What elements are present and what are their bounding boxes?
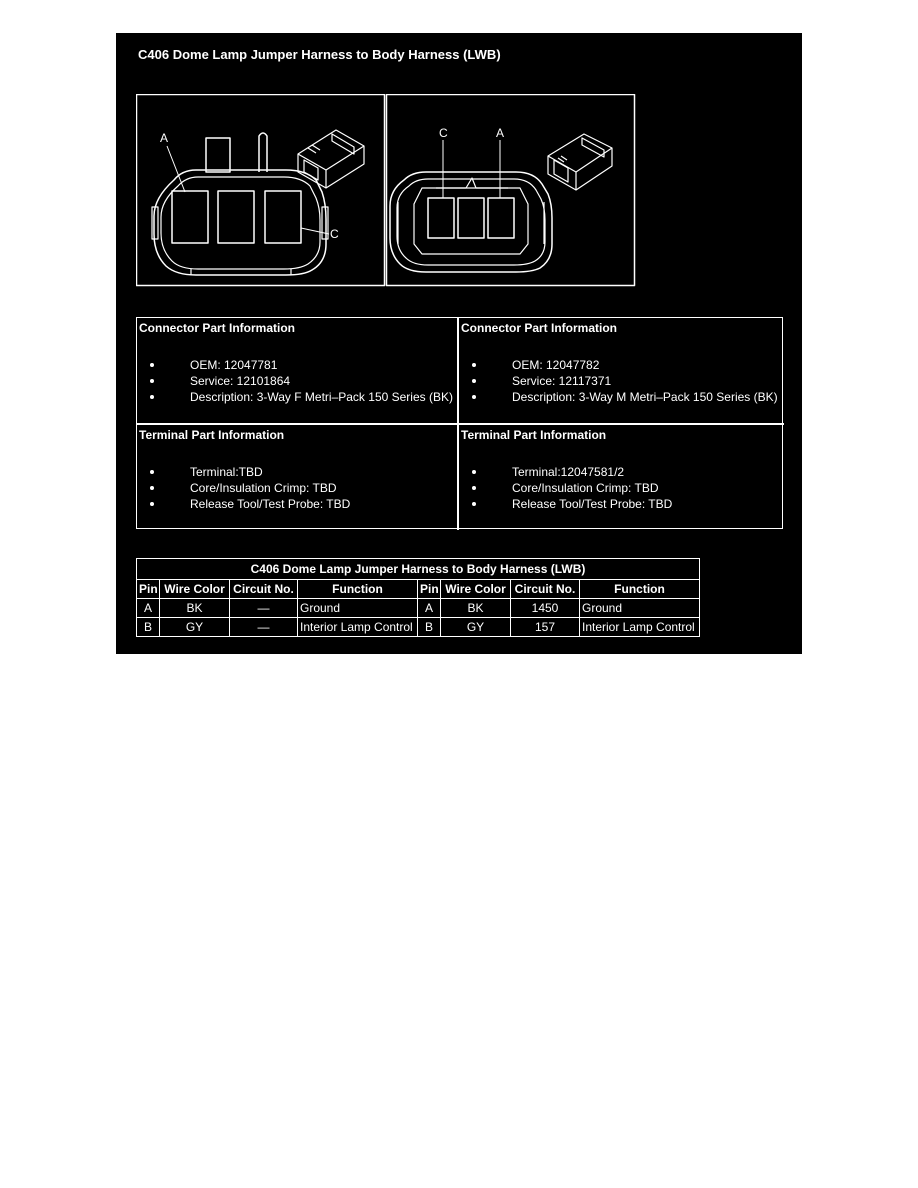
column-header: Function xyxy=(298,580,418,599)
column-header: Wire Color xyxy=(160,580,230,599)
terminal-info-left-list xyxy=(139,464,455,512)
terminal-info-right-heading: Terminal Part Information xyxy=(461,428,607,442)
terminal-info-right-list xyxy=(461,464,782,512)
right-label-a: A xyxy=(496,126,505,140)
male-connector-iso-icon xyxy=(548,134,612,190)
column-header: Circuit No. xyxy=(511,580,580,599)
table-cell: Interior Lamp Control xyxy=(580,618,700,637)
table-cell: Ground xyxy=(580,599,700,618)
female-connector-face-icon xyxy=(152,133,329,275)
table-cell: — xyxy=(230,618,298,637)
column-header: Function xyxy=(580,580,700,599)
table-cell: B xyxy=(418,618,441,637)
list-item: Terminal:TBD xyxy=(150,464,455,480)
connector-info-left-list xyxy=(139,357,455,405)
connector-info-right xyxy=(459,318,784,425)
list-item: Service: 12117371 xyxy=(472,373,782,389)
page-title: C406 Dome Lamp Jumper Harness to Body Harness (LWB) xyxy=(138,47,501,62)
table-cell: A xyxy=(137,599,160,618)
list-item: Description: 3-Way M Metri–Pack 150 Series (BK) xyxy=(472,389,782,405)
table-row xyxy=(137,618,700,637)
terminal-info-left xyxy=(137,425,459,530)
right-view-frame xyxy=(387,95,635,286)
list-item: Release Tool/Test Probe: TBD xyxy=(472,496,782,512)
left-label-c: C xyxy=(330,227,339,241)
pin-table-header-row xyxy=(137,580,700,599)
table-cell: 157 xyxy=(511,618,580,637)
list-item: Core/Insulation Crimp: TBD xyxy=(150,480,455,496)
female-connector-iso-icon xyxy=(298,130,364,188)
list-item: Description: 3-Way F Metri–Pack 150 Series (BK) xyxy=(150,389,455,405)
table-cell: GY xyxy=(160,618,230,637)
list-item: Service: 12101864 xyxy=(150,373,455,389)
connector-diagram xyxy=(136,94,636,287)
column-header: Circuit No. xyxy=(230,580,298,599)
male-connector-face-icon xyxy=(390,140,552,272)
pin-table-title: C406 Dome Lamp Jumper Harness to Body Harness (LWB) xyxy=(137,559,700,580)
table-cell: A xyxy=(418,599,441,618)
list-item: Terminal:12047581/2 xyxy=(472,464,782,480)
list-item: Core/Insulation Crimp: TBD xyxy=(472,480,782,496)
terminal-info-left-heading: Terminal Part Information xyxy=(139,428,285,442)
left-label-a: A xyxy=(160,131,169,145)
list-item: Release Tool/Test Probe: TBD xyxy=(150,496,455,512)
column-header: Wire Color xyxy=(441,580,511,599)
table-row xyxy=(137,599,700,618)
table-cell: Ground xyxy=(298,599,418,618)
table-cell: BK xyxy=(441,599,511,618)
column-header: Pin xyxy=(137,580,160,599)
connector-info-left-heading: Connector Part Information xyxy=(139,321,296,335)
column-header: Pin xyxy=(418,580,441,599)
pin-table xyxy=(136,558,700,637)
table-cell: 1450 xyxy=(511,599,580,618)
terminal-info-right xyxy=(459,425,784,530)
document-panel xyxy=(116,33,802,654)
connector-info-right-list xyxy=(461,357,782,405)
connector-info-right-heading: Connector Part Information xyxy=(461,321,618,335)
list-item: OEM: 12047782 xyxy=(472,357,782,373)
table-cell: Interior Lamp Control xyxy=(298,618,418,637)
list-item: OEM: 12047781 xyxy=(150,357,455,373)
part-information-grid xyxy=(136,317,783,529)
connector-info-left xyxy=(137,318,459,425)
table-cell: B xyxy=(137,618,160,637)
table-cell: — xyxy=(230,599,298,618)
table-cell: GY xyxy=(441,618,511,637)
right-label-c: C xyxy=(439,126,448,140)
table-cell: BK xyxy=(160,599,230,618)
